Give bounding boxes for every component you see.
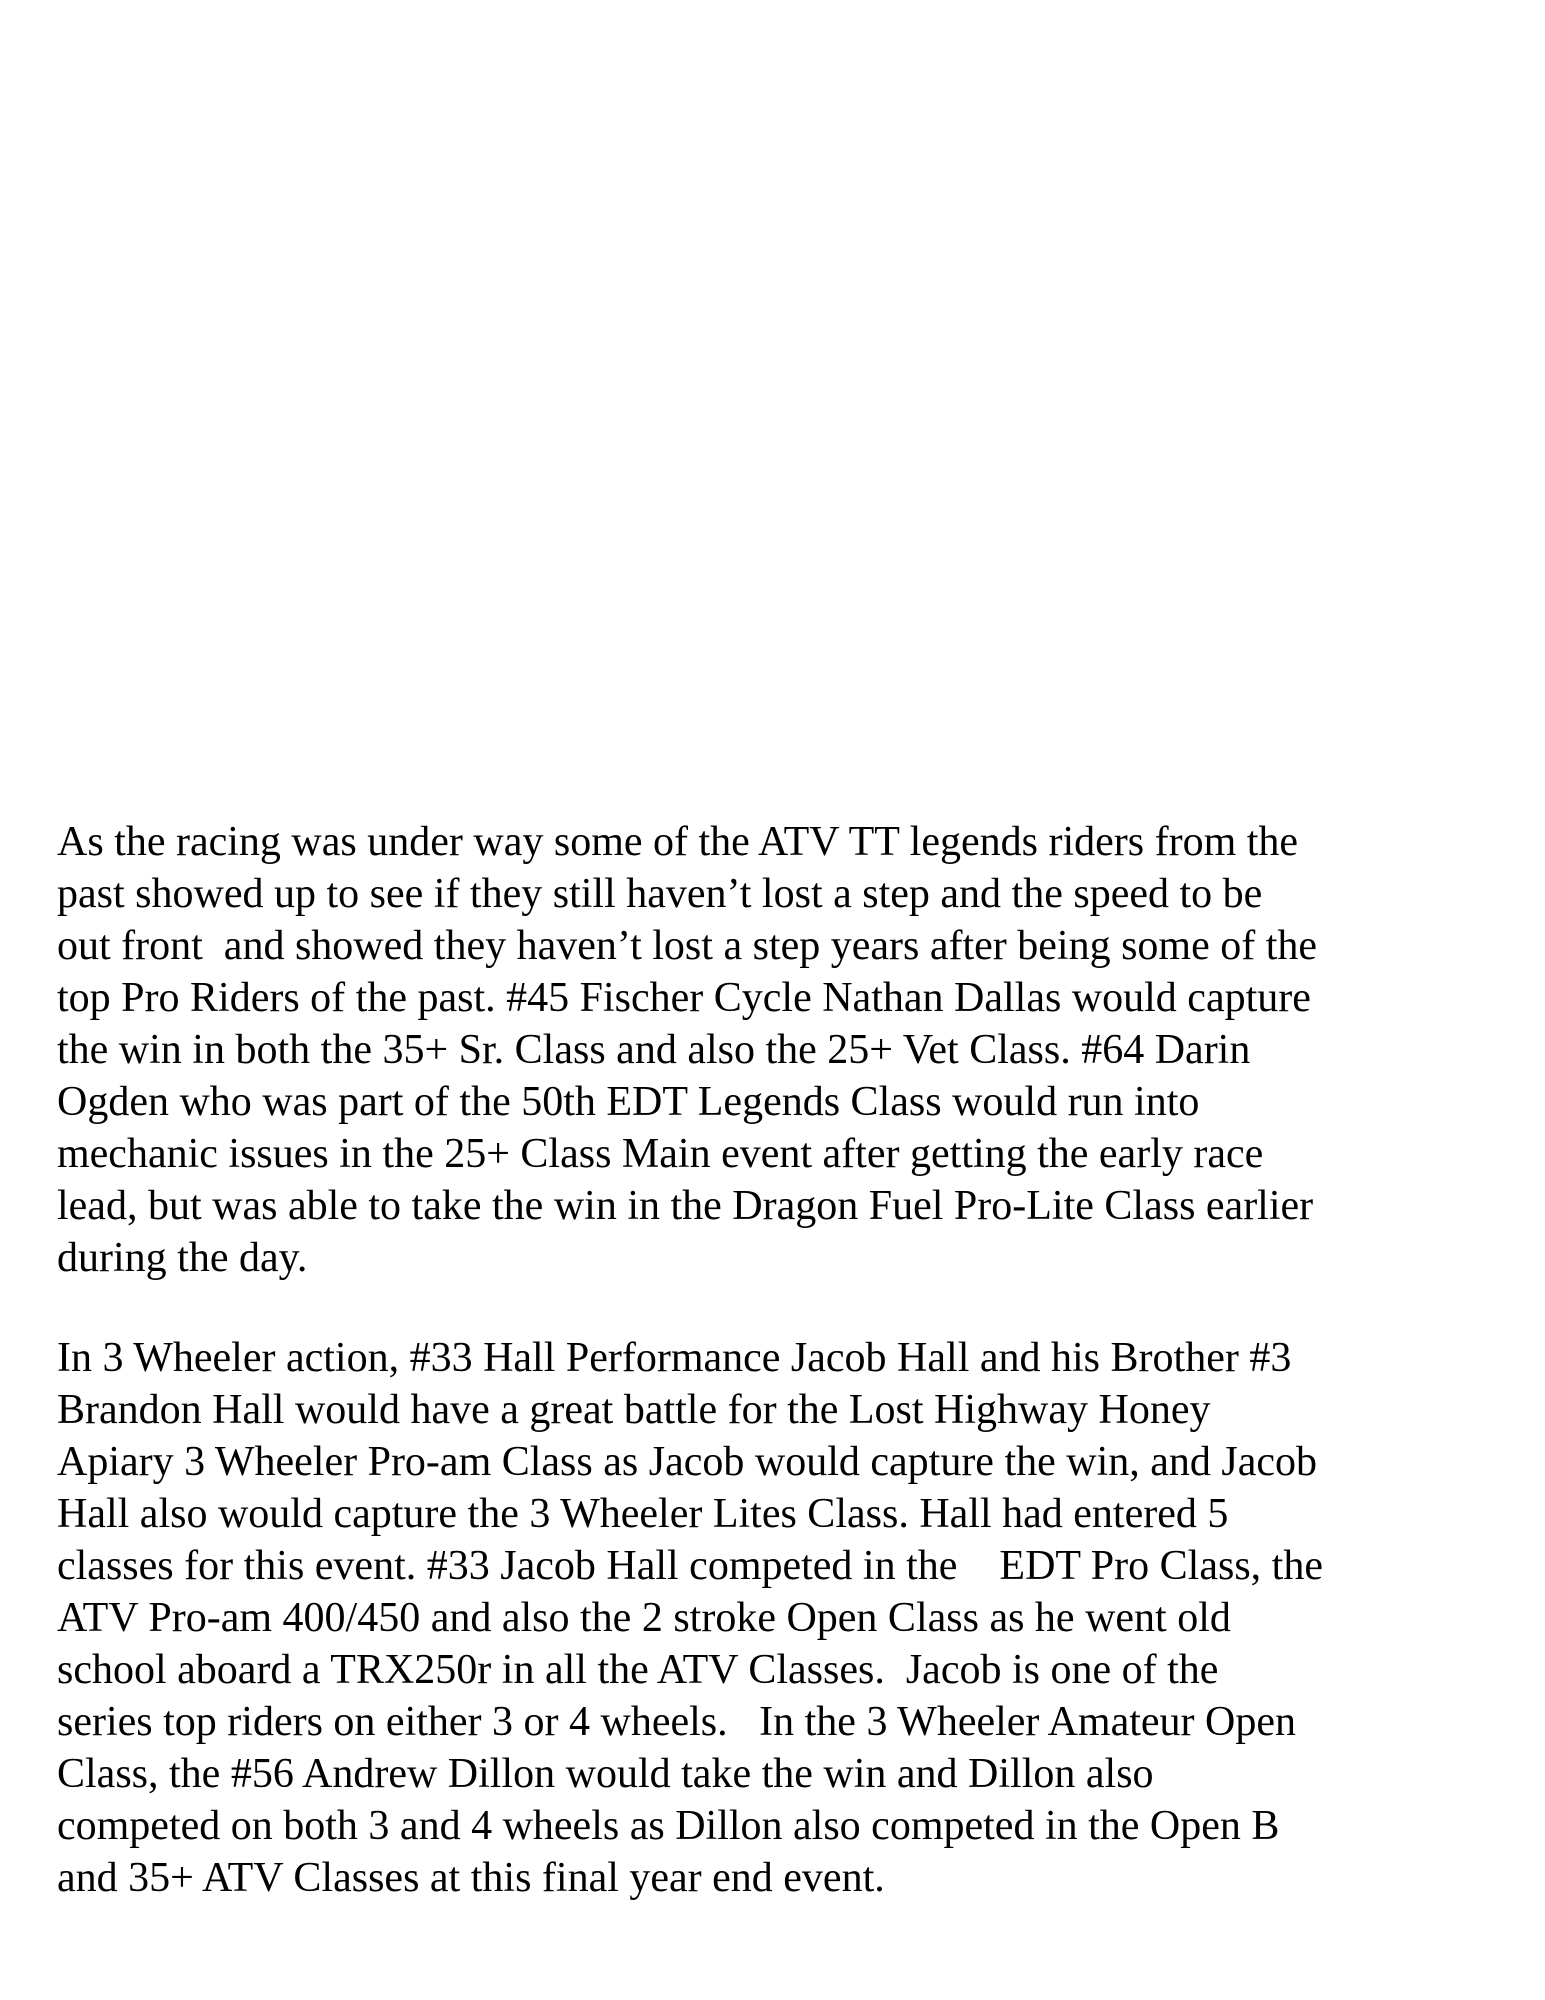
- paragraph-three-wheeler: [57, 1332, 1497, 1904]
- paragraph-line: mechanic issues in the 25+ Class Main event after getting the early race: [57, 1131, 1264, 1177]
- paragraph-line: school aboard a TRX250r in all the ATV Classes. Jacob is one of the: [57, 1647, 1219, 1693]
- paragraph-line: As the racing was under way some of the ATV TT legends riders from the: [57, 819, 1299, 865]
- paragraph-line: classes for this event. #33 Jacob Hall competed in the EDT Pro Class, the: [57, 1543, 1323, 1589]
- paragraph-line: Hall also would capture the 3 Wheeler Lites Class. Hall had entered 5: [57, 1491, 1229, 1537]
- paragraph-line: Apiary 3 Wheeler Pro-am Class as Jacob would capture the win, and Jacob: [57, 1439, 1318, 1485]
- paragraph-line: competed on both 3 and 4 wheels as Dillon also competed in the Open B: [57, 1803, 1280, 1849]
- paragraph-line: ATV Pro-am 400/450 and also the 2 stroke Open Class as he went old: [57, 1595, 1231, 1641]
- paragraph-line: lead, but was able to take the win in the Dragon Fuel Pro-Lite Class earlier: [57, 1183, 1314, 1229]
- paragraph-line: In 3 Wheeler action, #33 Hall Performance Jacob Hall and his Brother #3: [57, 1335, 1292, 1381]
- paragraph-line: during the day.: [57, 1235, 308, 1281]
- paragraph-line: past showed up to see if they still haven’t lost a step and the speed to be: [57, 871, 1263, 917]
- paragraph-line: Class, the #56 Andrew Dillon would take the win and Dillon also: [57, 1751, 1154, 1797]
- paragraph-line: and 35+ ATV Classes at this final year end event.: [57, 1855, 885, 1901]
- paragraph-line: top Pro Riders of the past. #45 Fischer Cycle Nathan Dallas would capture: [57, 975, 1311, 1021]
- paragraph-line: Brandon Hall would have a great battle for the Lost Highway Honey: [57, 1387, 1211, 1433]
- paragraph-line: series top riders on either 3 or 4 wheels. In the 3 Wheeler Amateur Open: [57, 1699, 1296, 1745]
- paragraph-line: Ogden who was part of the 50th EDT Legends Class would run into: [57, 1079, 1200, 1125]
- paragraph-legends: [57, 816, 1497, 1284]
- paragraph-line: the win in both the 35+ Sr. Class and also the 25+ Vet Class. #64 Darin: [57, 1027, 1251, 1073]
- paragraph-line: out front and showed they haven’t lost a step years after being some of the: [57, 923, 1318, 969]
